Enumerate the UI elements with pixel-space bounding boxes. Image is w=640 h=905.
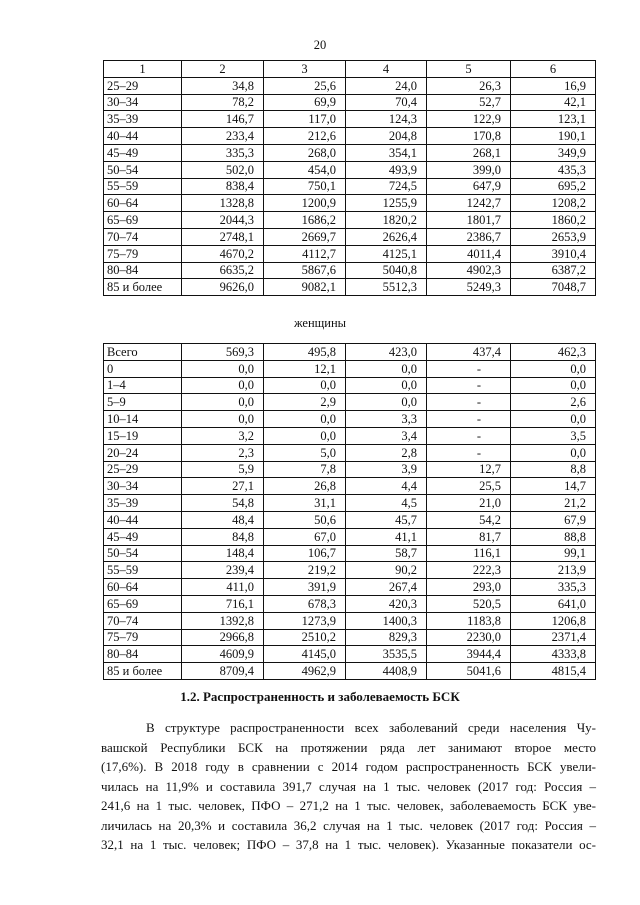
table-bottom (103, 343, 596, 680)
value-cell: 335,3 (511, 579, 596, 596)
value-cell: 0,0 (264, 411, 346, 428)
table-row (104, 595, 596, 612)
age-group-cell: 85 и более (104, 663, 182, 680)
age-group-cell: 10–14 (104, 411, 182, 428)
value-cell: 293,0 (427, 579, 511, 596)
value-cell: 116,1 (427, 545, 511, 562)
age-group-cell: 80–84 (104, 262, 182, 279)
value-cell: 26,3 (427, 77, 511, 94)
table-row (104, 646, 596, 663)
value-cell: 4670,2 (182, 245, 264, 262)
value-cell: 54,2 (427, 511, 511, 528)
value-cell: 829,3 (346, 629, 427, 646)
value-cell: 0,0 (346, 394, 427, 411)
value-cell: 8,8 (511, 461, 596, 478)
age-group-cell: 60–64 (104, 195, 182, 212)
age-group-cell: 15–19 (104, 427, 182, 444)
section-title: 1.2. Распространенность и заболеваемость БСК (180, 689, 460, 704)
value-cell: 213,9 (511, 562, 596, 579)
table-row (104, 444, 596, 461)
table-row (104, 228, 596, 245)
value-cell: 233,4 (182, 128, 264, 145)
value-cell: 4,4 (346, 478, 427, 495)
column-header: 3 (264, 61, 346, 78)
value-cell: 5249,3 (427, 279, 511, 296)
table-row (104, 128, 596, 145)
age-group-cell: 75–79 (104, 629, 182, 646)
table-row (104, 212, 596, 229)
age-group-cell: 45–49 (104, 144, 182, 161)
value-cell: 50,6 (264, 511, 346, 528)
value-cell: 641,0 (511, 595, 596, 612)
value-cell: 6635,2 (182, 262, 264, 279)
value-cell: 106,7 (264, 545, 346, 562)
value-cell: 0,0 (182, 411, 264, 428)
paragraph-line: В структуре распространенности всех заболеваний среди населения Чу- (146, 720, 596, 735)
value-cell: 21,0 (427, 495, 511, 512)
value-cell: 0,0 (264, 377, 346, 394)
value-cell: 0,0 (182, 377, 264, 394)
age-group-cell: 40–44 (104, 128, 182, 145)
value-cell: 25,5 (427, 478, 511, 495)
value-cell: 5,9 (182, 461, 264, 478)
value-cell: 2626,4 (346, 228, 427, 245)
age-group-cell: 65–69 (104, 212, 182, 229)
value-cell: 647,9 (427, 178, 511, 195)
value-cell: 267,4 (346, 579, 427, 596)
paragraph-line: 241,6 на 1 тыс. человек, ПФО – 271,2 на 1 тыс. человек, заболеваемость БСК уве- (101, 798, 596, 813)
table-row (104, 511, 596, 528)
body-paragraph (101, 718, 596, 855)
value-cell: 84,8 (182, 528, 264, 545)
value-cell: 2,9 (264, 394, 346, 411)
value-cell: 12,1 (264, 360, 346, 377)
value-cell: 52,7 (427, 94, 511, 111)
table-row (104, 545, 596, 562)
age-group-cell: 30–34 (104, 94, 182, 111)
value-cell: 4815,4 (511, 663, 596, 680)
value-cell: 1208,2 (511, 195, 596, 212)
value-cell: 21,2 (511, 495, 596, 512)
value-cell: 2386,7 (427, 228, 511, 245)
value-cell: 122,9 (427, 111, 511, 128)
table-row (104, 178, 596, 195)
value-cell: 2044,3 (182, 212, 264, 229)
age-group-cell: 1–4 (104, 377, 182, 394)
table-row (104, 528, 596, 545)
value-cell: 2669,7 (264, 228, 346, 245)
age-group-cell: 70–74 (104, 228, 182, 245)
value-cell: 7,8 (264, 461, 346, 478)
age-group-cell: 45–49 (104, 528, 182, 545)
value-cell: 495,8 (264, 344, 346, 361)
table-row (104, 279, 596, 296)
age-group-cell: 70–74 (104, 612, 182, 629)
value-cell: 78,2 (182, 94, 264, 111)
value-cell: 2966,8 (182, 629, 264, 646)
value-cell: 502,0 (182, 161, 264, 178)
value-cell: 2,8 (346, 444, 427, 461)
value-cell: 0,0 (346, 377, 427, 394)
value-cell: 99,1 (511, 545, 596, 562)
column-header: 1 (104, 61, 182, 78)
table-row (104, 245, 596, 262)
value-cell: 520,5 (427, 595, 511, 612)
value-cell: 349,9 (511, 144, 596, 161)
value-cell: - (427, 394, 511, 411)
value-cell: 5041,6 (427, 663, 511, 680)
table-row (104, 111, 596, 128)
value-cell: - (427, 360, 511, 377)
value-cell: 69,9 (264, 94, 346, 111)
value-cell: 0,0 (264, 427, 346, 444)
value-cell: 4902,3 (427, 262, 511, 279)
age-group-cell: 55–59 (104, 178, 182, 195)
value-cell: 1242,7 (427, 195, 511, 212)
value-cell: 493,9 (346, 161, 427, 178)
value-cell: 335,3 (182, 144, 264, 161)
value-cell: 268,1 (427, 144, 511, 161)
value-cell: 212,6 (264, 128, 346, 145)
value-cell: 1255,9 (346, 195, 427, 212)
value-cell: 3,5 (511, 427, 596, 444)
value-cell: 41,1 (346, 528, 427, 545)
age-group-cell: 0 (104, 360, 182, 377)
table-row (104, 144, 596, 161)
value-cell: 146,7 (182, 111, 264, 128)
table-row (104, 377, 596, 394)
table-row (104, 411, 596, 428)
age-group-cell: Всего (104, 344, 182, 361)
age-group-cell: 40–44 (104, 511, 182, 528)
value-cell: 48,4 (182, 511, 264, 528)
value-cell: 268,0 (264, 144, 346, 161)
value-cell: 67,9 (511, 511, 596, 528)
table-row (104, 612, 596, 629)
table-top (103, 60, 596, 296)
value-cell: 2,6 (511, 394, 596, 411)
value-cell: 3,9 (346, 461, 427, 478)
value-cell: 3535,5 (346, 646, 427, 663)
value-cell: 4408,9 (346, 663, 427, 680)
value-cell: 5867,6 (264, 262, 346, 279)
age-group-cell: 55–59 (104, 562, 182, 579)
value-cell: - (427, 427, 511, 444)
value-cell: 3,4 (346, 427, 427, 444)
column-header: 4 (346, 61, 427, 78)
value-cell: 26,8 (264, 478, 346, 495)
value-cell: 3910,4 (511, 245, 596, 262)
value-cell: 1801,7 (427, 212, 511, 229)
age-group-cell: 30–34 (104, 478, 182, 495)
table-row (104, 478, 596, 495)
paragraph-line: чилась на 11,9% и составила 391,7 случая на 1 тыс. человек (2017 год: Россия – (101, 778, 596, 794)
value-cell: 222,3 (427, 562, 511, 579)
table-row (104, 495, 596, 512)
value-cell: 750,1 (264, 178, 346, 195)
value-cell: 81,7 (427, 528, 511, 545)
age-group-cell: 20–24 (104, 444, 182, 461)
value-cell: 1183,8 (427, 612, 511, 629)
column-header: 6 (511, 61, 596, 78)
value-cell: 391,9 (264, 579, 346, 596)
value-cell: 0,0 (511, 360, 596, 377)
age-group-cell: 25–29 (104, 77, 182, 94)
value-cell: 7048,7 (511, 279, 596, 296)
value-cell: 31,1 (264, 495, 346, 512)
value-cell: 14,7 (511, 478, 596, 495)
value-cell: 88,8 (511, 528, 596, 545)
value-cell: 34,8 (182, 77, 264, 94)
value-cell: 4609,9 (182, 646, 264, 663)
value-cell: 4333,8 (511, 646, 596, 663)
value-cell: 67,0 (264, 528, 346, 545)
value-cell: 117,0 (264, 111, 346, 128)
subheading-women: женщины (293, 316, 347, 330)
age-group-cell: 25–29 (104, 461, 182, 478)
value-cell: 4011,4 (427, 245, 511, 262)
paragraph-line: вашской Республики БСК на протяжении ряда лет занимают второе место (101, 739, 596, 755)
table-row (104, 663, 596, 680)
table-row (104, 195, 596, 212)
value-cell: 2653,9 (511, 228, 596, 245)
value-cell: 420,3 (346, 595, 427, 612)
value-cell: 716,1 (182, 595, 264, 612)
value-cell: 5040,8 (346, 262, 427, 279)
table-row (104, 394, 596, 411)
value-cell: 2748,1 (182, 228, 264, 245)
value-cell: 8709,4 (182, 663, 264, 680)
value-cell: 12,7 (427, 461, 511, 478)
value-cell: 24,0 (346, 77, 427, 94)
value-cell: 2371,4 (511, 629, 596, 646)
value-cell: 190,1 (511, 128, 596, 145)
value-cell: 838,4 (182, 178, 264, 195)
table-row (104, 94, 596, 111)
value-cell: 1206,8 (511, 612, 596, 629)
age-group-cell: 50–54 (104, 545, 182, 562)
value-cell: 0,0 (346, 360, 427, 377)
age-group-cell: 50–54 (104, 161, 182, 178)
table-header-row (104, 61, 596, 78)
age-group-cell: 65–69 (104, 595, 182, 612)
value-cell: 1400,3 (346, 612, 427, 629)
value-cell: 9626,0 (182, 279, 264, 296)
table-row (104, 427, 596, 444)
value-cell: 4112,7 (264, 245, 346, 262)
value-cell: 4145,0 (264, 646, 346, 663)
value-cell: 2230,0 (427, 629, 511, 646)
value-cell: 437,4 (427, 344, 511, 361)
paragraph-line: личилась на 20,3% и составила 36,2 случая на 1 тыс. человек (2017 год: Россия – (101, 817, 596, 833)
table-row (104, 579, 596, 596)
value-cell: 678,3 (264, 595, 346, 612)
table-row (104, 161, 596, 178)
age-group-cell: 75–79 (104, 245, 182, 262)
value-cell: 0,0 (511, 411, 596, 428)
value-cell: 4962,9 (264, 663, 346, 680)
value-cell: 6387,2 (511, 262, 596, 279)
column-header: 5 (427, 61, 511, 78)
value-cell: 1686,2 (264, 212, 346, 229)
value-cell: 1392,8 (182, 612, 264, 629)
value-cell: 1200,9 (264, 195, 346, 212)
age-group-cell: 35–39 (104, 495, 182, 512)
age-group-cell: 5–9 (104, 394, 182, 411)
value-cell: 3,3 (346, 411, 427, 428)
value-cell: 454,0 (264, 161, 346, 178)
age-group-cell: 80–84 (104, 646, 182, 663)
value-cell: 3,2 (182, 427, 264, 444)
value-cell: 2,3 (182, 444, 264, 461)
value-cell: 462,3 (511, 344, 596, 361)
value-cell: - (427, 444, 511, 461)
value-cell: 239,4 (182, 562, 264, 579)
value-cell: 3944,4 (427, 646, 511, 663)
value-cell: 0,0 (182, 360, 264, 377)
page-number: 20 (313, 38, 327, 52)
value-cell: 435,3 (511, 161, 596, 178)
value-cell: 219,2 (264, 562, 346, 579)
column-header: 2 (182, 61, 264, 78)
paragraph-line: (17,6%). В 2018 году в сравнении с 2014 годом распространенность БСК увели- (101, 759, 596, 774)
paragraph-line: 32,1 на 1 тыс. человек; ПФО – 37,8 на 1 тыс. человек). Указанные показатели ос- (101, 837, 596, 852)
value-cell: - (427, 411, 511, 428)
table-row (104, 77, 596, 94)
table-row (104, 461, 596, 478)
value-cell: 695,2 (511, 178, 596, 195)
value-cell: 724,5 (346, 178, 427, 195)
value-cell: 16,9 (511, 77, 596, 94)
value-cell: 9082,1 (264, 279, 346, 296)
value-cell: 1273,9 (264, 612, 346, 629)
value-cell: 58,7 (346, 545, 427, 562)
value-cell: 0,0 (511, 377, 596, 394)
value-cell: 0,0 (182, 394, 264, 411)
table-row (104, 562, 596, 579)
value-cell: 0,0 (511, 444, 596, 461)
age-group-cell: 60–64 (104, 579, 182, 596)
value-cell: 70,4 (346, 94, 427, 111)
value-cell: 170,8 (427, 128, 511, 145)
value-cell: 1820,2 (346, 212, 427, 229)
value-cell: 54,8 (182, 495, 264, 512)
value-cell: 4,5 (346, 495, 427, 512)
value-cell: 5,0 (264, 444, 346, 461)
value-cell: 27,1 (182, 478, 264, 495)
value-cell: 124,3 (346, 111, 427, 128)
value-cell: 45,7 (346, 511, 427, 528)
value-cell: 4125,1 (346, 245, 427, 262)
value-cell: 42,1 (511, 94, 596, 111)
age-group-cell: 85 и более (104, 279, 182, 296)
value-cell: 399,0 (427, 161, 511, 178)
value-cell: - (427, 377, 511, 394)
age-group-cell: 35–39 (104, 111, 182, 128)
value-cell: 148,4 (182, 545, 264, 562)
table-row (104, 629, 596, 646)
value-cell: 569,3 (182, 344, 264, 361)
value-cell: 123,1 (511, 111, 596, 128)
value-cell: 423,0 (346, 344, 427, 361)
table-row (104, 360, 596, 377)
value-cell: 1328,8 (182, 195, 264, 212)
value-cell: 25,6 (264, 77, 346, 94)
value-cell: 90,2 (346, 562, 427, 579)
value-cell: 5512,3 (346, 279, 427, 296)
value-cell: 411,0 (182, 579, 264, 596)
value-cell: 354,1 (346, 144, 427, 161)
value-cell: 2510,2 (264, 629, 346, 646)
table-row (104, 344, 596, 361)
table-row (104, 262, 596, 279)
value-cell: 204,8 (346, 128, 427, 145)
value-cell: 1860,2 (511, 212, 596, 229)
